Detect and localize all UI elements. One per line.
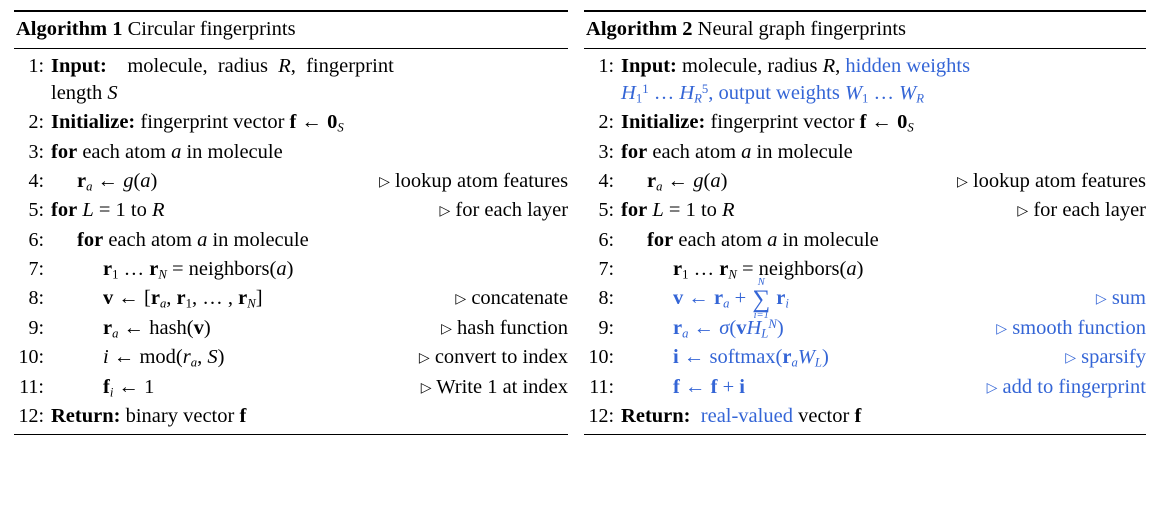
line-number: 7: [28,257,44,280]
table-row [584,108,1146,137]
keyword-input: Input: [51,54,107,77]
line-number: 12: [18,404,44,427]
table-row [14,402,568,431]
table-row [584,402,1146,431]
line-body [621,197,1146,224]
line-content: $r_1$ … $r_N$ = neighbors(a) [673,257,864,282]
line-comment: ▷ sparsify [1065,346,1146,369]
table-row [584,277,1146,322]
line-content: $r_1$ … $r_N$ = neighbors(a) [103,257,294,282]
line-body [51,168,568,195]
algorithm-2-lines [584,49,1146,435]
line-comment: ▷ for each layer [439,199,569,222]
table-row [584,52,1146,109]
line-number: 10: [18,346,44,369]
algorithm-1-caption: Circular fingerprints [127,18,296,40]
table-row [14,108,568,137]
line-body [51,109,568,136]
keyword-initialize: Initialize: [51,111,136,134]
line-number: 7: [598,257,615,280]
line-content: $r_a$ ← g(a) [647,170,728,194]
keyword-for: for [621,199,648,222]
line-comment: ▷ add to fingerprint [986,375,1146,398]
line-body [621,315,1146,342]
line-content: molecule, radius R, hidden weights $H_1^1$ … $H_R^5$, output weights $W_1$ … $W_R$ [621,54,971,106]
line-number: 5: [28,199,44,222]
line-number: 3: [598,140,615,163]
algorithm-2-label: Algorithm 2 [586,18,693,40]
line-content: each atom a in molecule [108,228,309,251]
line-body [51,227,568,254]
line-body [51,256,568,283]
keyword-for: for [51,199,78,222]
table-row [584,314,1146,343]
keyword-return: Return: [621,404,691,427]
line-body [51,403,568,430]
table-row [14,226,568,255]
line-content: $r_a$ ← hash(v) [103,316,211,341]
line-body [621,403,1146,430]
line-comment: ▷ smooth function [996,316,1146,339]
line-body [621,374,1146,401]
line-number: 2: [28,111,44,134]
line-comment: ▷ sum [1095,287,1146,310]
table-row [584,343,1146,372]
algorithm-1-block [14,10,574,511]
line-number: 12: [588,404,615,427]
line-number: 2: [598,111,615,134]
line-body [621,277,1146,322]
table-row [584,255,1146,284]
line-content: L = 1 to R [82,199,165,222]
table-row [14,196,568,225]
line-body [621,168,1146,195]
line-body [51,285,568,312]
line-body [621,227,1146,254]
line-body [621,109,1146,136]
line-number: 3: [28,140,44,163]
algorithm-2-caption: Neural graph fingerprints [697,18,906,40]
line-body [51,315,568,342]
line-number: 1: [28,54,44,77]
keyword-return: Return: [51,404,121,427]
algorithm-1-lines [14,49,568,435]
line-body [51,344,568,371]
line-comment: ▷ for each layer [1017,199,1146,222]
algorithm-2-bottom-rule [584,434,1146,435]
line-content: binary vector f [125,404,247,427]
table-row [14,373,568,402]
line-content: real-valued vector f [700,404,862,427]
table-row [584,226,1146,255]
line-content: v ← [$r_a$, $r_1$, … , $r_N$] [103,287,263,311]
line-comment: ▷ lookup atom features [957,170,1146,192]
table-row [14,138,568,167]
table-row [14,255,568,284]
table-row [584,373,1146,402]
line-body [51,197,568,224]
line-number: 6: [598,228,615,251]
line-content: each atom a in molecule [82,140,283,163]
line-body [621,256,1146,283]
keyword-for: for [621,140,648,163]
line-number: 11: [589,375,615,398]
line-body [51,374,568,401]
line-comment: ▷ hash function [441,316,569,339]
line-content: $r_a$ ← $\sigma(vH_L^N)$ [673,316,784,341]
line-content: each atom a in molecule [678,228,879,251]
keyword-for: for [77,228,104,251]
algorithm-2-block [574,10,1146,511]
line-content: molecule, radius R, fingerprint length S [51,54,394,104]
line-body [621,344,1146,371]
line-content: i ← $mod(r_a$, S) [103,346,225,370]
table-row [14,167,568,196]
table-row [14,343,568,372]
algorithm-1-title [14,12,568,48]
table-row [584,167,1146,196]
line-content: each atom a in molecule [652,140,853,163]
line-comment: ▷ Write 1 at index [420,375,569,398]
line-number: 11: [19,375,44,398]
line-number: 6: [28,228,44,251]
table-row [14,52,568,109]
keyword-for: for [647,228,674,251]
algorithm-1-label: Algorithm 1 [16,18,123,40]
line-content: v ← $r_a$ + ∑ N i=1 $r_i$ [673,277,789,322]
line-number: 8: [28,287,44,310]
line-content: L = 1 to R [652,199,735,222]
line-body [51,139,568,166]
table-row [584,138,1146,167]
line-number: 9: [28,316,44,339]
line-content: f ← f + i [673,375,745,398]
line-number: 10: [588,346,615,369]
line-number: 5: [598,199,615,222]
line-comment: ▷ convert to index [418,346,569,369]
line-content: fingerprint vector f ← $0_S$ [710,111,914,135]
line-body [621,139,1146,166]
keyword-for: for [51,140,78,163]
algorithm-2-title [584,12,1146,48]
line-body [51,53,568,108]
line-number: 8: [598,287,615,310]
keyword-input: Input: [621,54,677,77]
line-content: i ← $softmax(r_aW_L)$ [673,346,829,370]
line-number: 4: [598,170,615,192]
table-row [584,196,1146,225]
line-content: $r_a$ ← g(a) [77,169,158,194]
keyword-initialize: Initialize: [621,111,706,134]
line-content: $f_i$ ← 1 [103,375,155,400]
line-body [621,53,1146,108]
table-row [14,284,568,313]
line-number: 9: [598,316,615,339]
line-comment: ▷ concatenate [455,287,569,310]
line-content: fingerprint vector f ← $0_S$ [140,111,344,135]
algorithm-1-bottom-rule [14,434,568,435]
line-number: 4: [28,169,44,192]
line-number: 1: [598,54,615,77]
table-row [14,314,568,343]
line-comment: ▷ lookup atom features [379,169,569,192]
